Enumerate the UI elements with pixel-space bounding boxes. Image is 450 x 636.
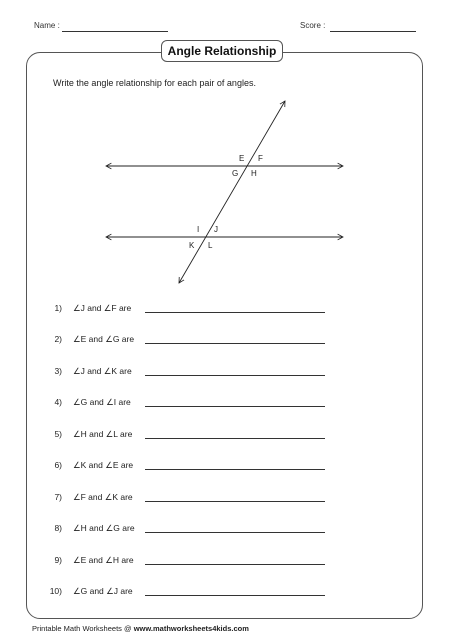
question-text: ∠H and ∠L are [73, 429, 133, 439]
question-number: 1) [54, 303, 62, 313]
angle-label-j: J [214, 225, 218, 234]
question-text: ∠E and ∠G are [73, 334, 135, 344]
instructions: Write the angle relationship for each pair of angles. [53, 78, 256, 88]
question-row [40, 523, 340, 537]
question-number: 5) [54, 429, 62, 439]
footer [32, 624, 249, 633]
question-number: 6) [54, 460, 62, 470]
angle-label-g: G [232, 169, 239, 178]
transversal-line [179, 101, 285, 283]
question-number: 2) [54, 334, 62, 344]
question-row [40, 429, 340, 443]
answer-line[interactable] [145, 343, 325, 344]
question-text: ∠J and ∠K are [73, 366, 132, 376]
question-text: ∠G and ∠I are [73, 397, 131, 407]
worksheet-title: Angle Relationship [161, 40, 283, 62]
question-row [40, 303, 340, 317]
answer-line[interactable] [145, 469, 325, 470]
question-number: 9) [54, 555, 62, 565]
question-number: 3) [54, 366, 62, 376]
answer-line[interactable] [145, 564, 325, 565]
angle-label-i: I [197, 225, 200, 234]
answer-line[interactable] [145, 406, 325, 407]
question-row [40, 492, 340, 506]
question-text: ∠F and ∠K are [73, 492, 133, 502]
question-row [40, 334, 340, 348]
answer-line[interactable] [145, 375, 325, 376]
question-number: 4) [54, 397, 62, 407]
name-label: Name : [34, 21, 60, 30]
footer-url[interactable]: www.mathworksheets4kids.com [133, 624, 249, 633]
question-row [40, 555, 340, 569]
question-number: 10) [49, 586, 62, 596]
answer-line[interactable] [145, 438, 325, 439]
answer-line[interactable] [145, 312, 325, 313]
question-text: ∠E and ∠H are [73, 555, 134, 565]
answer-line[interactable] [145, 501, 325, 502]
question-number: 7) [54, 492, 62, 502]
score-label: Score : [300, 21, 326, 30]
answer-line[interactable] [145, 595, 325, 596]
angle-label-l: L [208, 241, 213, 250]
question-number: 8) [54, 523, 62, 533]
question-text: ∠J and ∠F are [73, 303, 132, 313]
question-row [40, 586, 340, 600]
footer-brand: Printable Math Worksheets @ [32, 624, 132, 633]
question-row [40, 397, 340, 411]
question-row [40, 366, 340, 380]
answer-line[interactable] [145, 532, 325, 533]
angle-label-f: F [258, 154, 263, 163]
question-text: ∠H and ∠G are [73, 523, 135, 533]
question-text: ∠K and ∠E are [73, 460, 134, 470]
angle-label-h: H [251, 169, 257, 178]
angle-label-e: E [239, 154, 245, 163]
parallel-lines-diagram [0, 0, 450, 300]
angle-label-k: K [189, 241, 195, 250]
question-text: ∠G and ∠J are [73, 586, 133, 596]
question-row [40, 460, 340, 474]
